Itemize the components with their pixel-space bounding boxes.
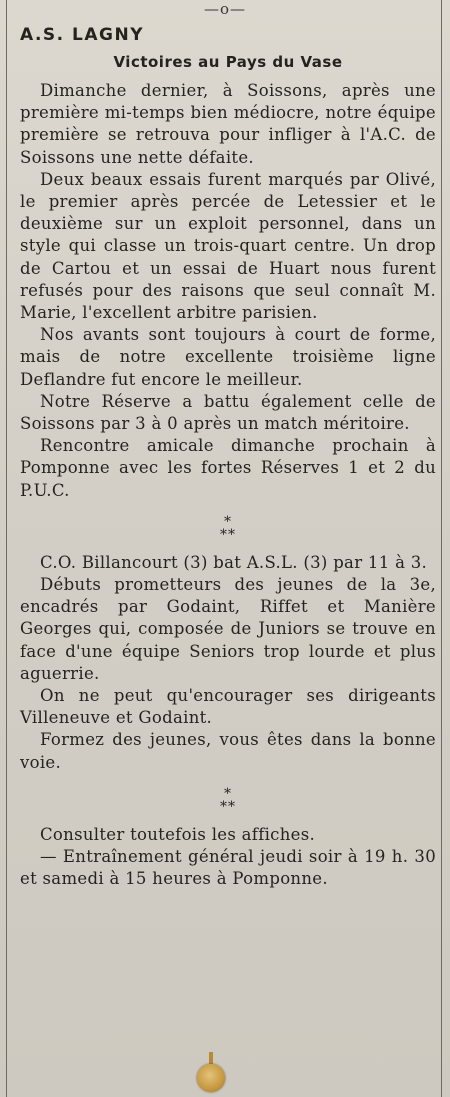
top-separator: —o—: [203, 0, 247, 18]
article-title: Victoires au Pays du Vase: [113, 53, 343, 71]
column-rule-left: [6, 0, 7, 1097]
paragraph: Dimanche dernier, à Soissons, après une première mi-temps bien médiocre, notre équipe première se retrouva pour infliger à l'A.C. de Soissons une nette défaite.: [20, 81, 436, 167]
paragraph: Deux beaux essais furent marqués par Olivé, le premier après percée de Letessier et le deuxième sur un exploit personnel, dans un style qui classe un trois-quart centre. Un drop de Cartou et un essai de Huart nous furent refusés pour des raisons que seul connaît M. Marie, l'excellent arbitre parisien.: [20, 169, 436, 323]
asterism-top: *: [224, 513, 232, 530]
article-column: [20, 24, 436, 891]
paragraph: C.O. Billancourt (3) bat A.S.L. (3) par 11 à 3.: [40, 552, 428, 572]
paragraph: Nos avants sont toujours à court de forme, mais de notre excellente troisième ligne Deflandre fut encore le meilleur.: [20, 325, 436, 389]
club-heading: A.S. LAGNY: [20, 25, 145, 45]
pin-head-icon: [197, 1064, 225, 1092]
paragraph: — Entraînement général jeudi soir à 19 h. 30 et samedi à 15 heures à Pomponne.: [20, 847, 436, 889]
asterism-top: *: [224, 785, 232, 802]
paragraph: Débuts prometteurs des jeunes de la 3e, encadrés par Godaint, Riffet et Manière Georges qui, composée de Juniors se trouve en face d'une équipe Seniors trop lourde et plus aguerrie.: [20, 575, 436, 683]
column-rule-right: [441, 0, 442, 1097]
pin-stem: [209, 1052, 213, 1064]
paragraph: Consulter toutefois les affiches.: [40, 824, 316, 844]
paragraph: Formez des jeunes, vous êtes dans la bonne voie.: [20, 730, 436, 772]
asterism-separator: [20, 785, 436, 815]
paragraph: On ne peut qu'encourager ses dirigeants Villeneuve et Godaint.: [20, 686, 436, 728]
asterism-separator: [20, 513, 436, 543]
asterism-bottom: **: [220, 526, 236, 543]
paragraph: Notre Réserve a battu également celle de Soissons par 3 à 0 après un match méritoire.: [20, 391, 436, 434]
paragraph: Rencontre amicale dimanche prochain à Pomponne avec les fortes Réserves 1 et 2 du P.U.C.: [20, 436, 436, 500]
asterism-bottom: **: [220, 798, 236, 815]
